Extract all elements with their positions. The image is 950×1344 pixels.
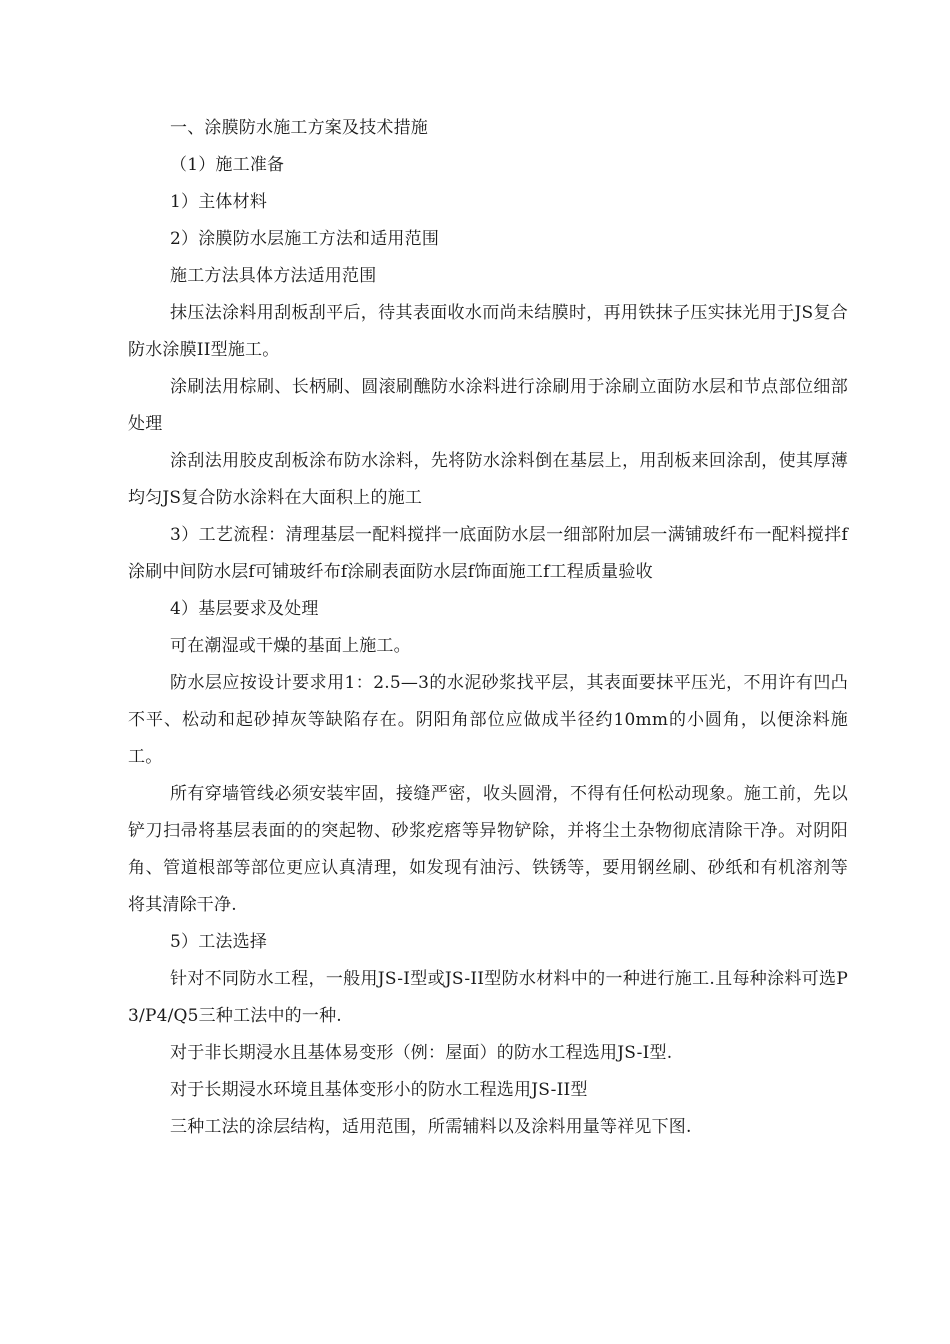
item-heading-methods: 2）涂膜防水层施工方法和适用范围 xyxy=(170,229,440,249)
methods-table-header: 施工方法具体方法适用范围 xyxy=(170,266,377,286)
paragraph-substrate-condition: 可在潮湿或干燥的基面上施工。 xyxy=(170,636,411,656)
paragraph-process-flow: 3）工艺流程：清理基层一配料搅拌一底面防水层一细部附加层一满铺玻纤布一配料搅拌f涂刷中间防水层f可铺玻纤布f涂刷表面防水层f饰面施工f工程质量验收 xyxy=(128,525,848,582)
item-heading-method-selection: 5）工法选择 xyxy=(170,932,268,952)
paragraph-pipe-cleaning: 所有穿墙管线必须安装牢固，接缝严密，收头圆滑，不得有任何松动现象。施工前，先以铲刀扫帚将基层表面的的突起物、砂浆疙瘩等异物铲除，并将尘土杂物彻底清除干净。对阴阳角、管道根部等部位更应认真清理，如发现有油污、铁锈等，要用钢丝刷、砂纸和有机溶剂等将其清除干净. xyxy=(128,784,848,915)
item-heading-substrate: 4）基层要求及处理 xyxy=(170,599,319,619)
paragraph-see-figure: 三种工法的涂层结构，适用范围，所需辅料以及涂料用量等祥见下图. xyxy=(170,1117,692,1137)
subsection-heading: （1）施工准备 xyxy=(170,155,285,175)
paragraph-trowel-method: 抹压法涂料用刮板刮平后，待其表面收水而尚未结膜时，再用铁抹子压实抹光用于JS复合防水涂膜II型施工。 xyxy=(128,303,848,360)
section-heading: 一、涂膜防水施工方案及技术措施 xyxy=(170,118,428,138)
paragraph-material-choice: 针对不同防水工程，一般用JS-I型或JS-II型防水材料中的一种进行施工.且每种涂料可选P3/P4/Q5三种工法中的一种. xyxy=(128,969,848,1026)
paragraph-js-ii-usage: 对于长期浸水环境且基体变形小的防水工程选用JS-II型 xyxy=(170,1080,588,1100)
document-body xyxy=(128,110,848,1146)
paragraph-brush-method: 涂刷法用棕刷、长柄刷、圆滚刷醮防水涂料进行涂刷用于涂刷立面防水层和节点部位细部处理 xyxy=(128,377,848,434)
paragraph-scrape-method: 涂刮法用胶皮刮板涂布防水涂料，先将防水涂料倒在基层上，用刮板来回涂刮，使其厚薄均匀JS复合防水涂料在大面积上的施工 xyxy=(128,451,848,508)
item-heading-main-materials: 1）主体材料 xyxy=(170,192,268,212)
paragraph-js-i-usage: 对于非长期浸水且基体易变形（例：屋面）的防水工程选用JS-I型. xyxy=(170,1043,673,1063)
paragraph-leveling-layer: 防水层应按设计要求用1：2.5—3的水泥砂浆找平层，其表面要抹平压光，不用许有凹凸不平、松动和起砂掉灰等缺陷存在。阴阳角部位应做成半径约10mm的小圆角，以便涂料施工。 xyxy=(128,673,848,767)
